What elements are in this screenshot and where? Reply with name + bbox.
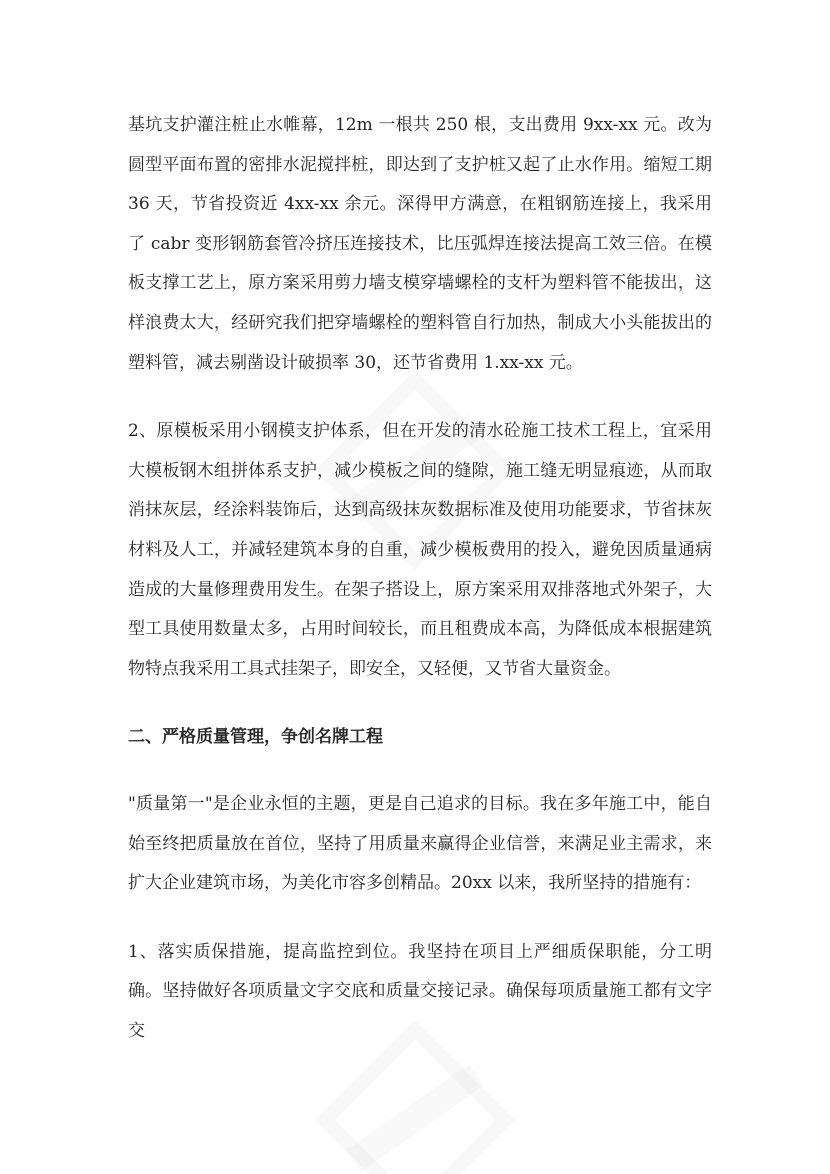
- paragraph-cost-savings: 基坑支护灌注桩止水帷幕，12m 一根共 250 根，支出费用 9xx-xx 元。改为圆型平面布置的密排水泥搅拌桩，即达到了支护桩又起了止水作用。缩短工期 36 天，节省投资近 4xx-xx 余元。深得甲方满意，在粗钢筋连接上，我采用了 cabr 变形钢筋套管冷挤压连接技术，比压弧焊连接法提高工效三倍。在模板支撑工艺上，原方案采用剪力墙支模穿墙螺栓的支杆为塑料管不能拔出，这样浪费太大，经研究我们把穿墙螺栓的塑料管自行加热，制成大小头能拔出的塑料管，减去剔凿设计破损率 30，还节省费用 1.xx-xx 元。: [128, 115, 712, 373]
- paragraph-formwork: 2、原模板采用小钢模支护体系，但在开发的清水砼施工技术工程上，宜采用大模板钢木组拼体系支护，减少模板之间的缝隙，施工缝无明显痕迹，从而取消抹灰层，经涂料装饰后，达到高级抹灰数据标准及使用功能要求，节省抹灰材料及人工，并减轻建筑本身的自重，减少模板费用的投入，避免因质量通病造成的大量修理费用发生。在架子搭设上，原方案采用双排落地式外架子，大型工具使用数量太多，占用时间较长，而且租费成本高，为降低成本根据建筑物特点我采用工具式挂架子，即安全，又轻便，又节省大量资金。: [128, 421, 712, 679]
- section-heading-quality: 二、严格质量管理，争创名牌工程: [128, 727, 383, 748]
- paragraph-quality-first: "质量第一"是企业永恒的主题，更是自己追求的目标。我在多年施工中，能自始至终把质量放在首位，坚持了用质量来赢得企业信誉，来满足业主需求，来扩大企业建筑市场，为美化市容多创精品。20xx 以来，我所坚持的措施有：: [128, 793, 712, 894]
- document-body: [128, 106, 712, 1080]
- paragraph-quality-measures: 1、落实质保措施，提高监控到位。我坚持在项目上严细质保职能，分工明确。坚持做好各项质量文字交底和质量交接记录。确保每项质量施工都有文字交: [128, 941, 712, 1041]
